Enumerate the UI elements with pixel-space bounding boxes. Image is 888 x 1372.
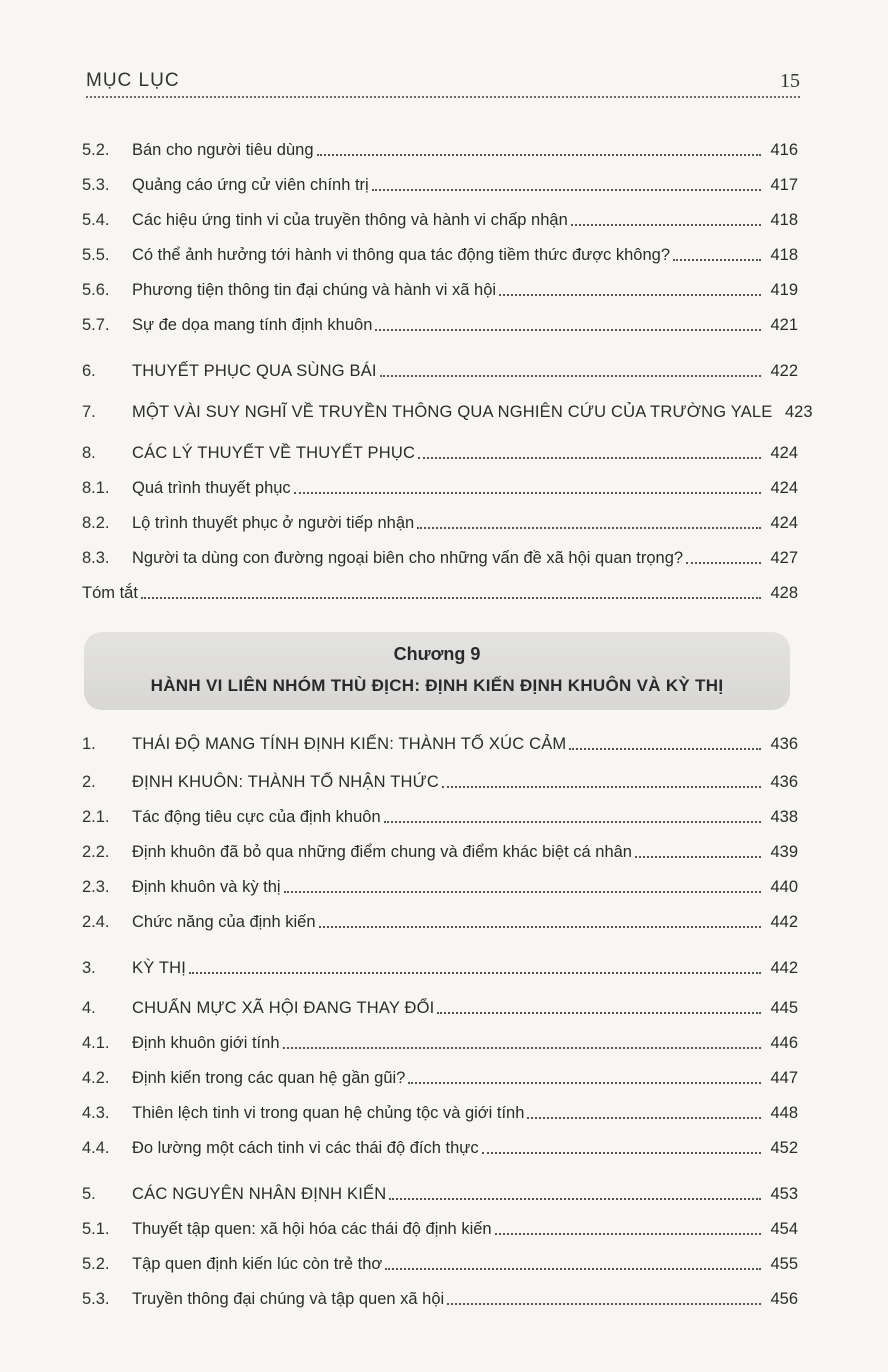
dot-leader <box>499 293 761 296</box>
toc-entry-title: KỲ THỊ <box>132 959 187 977</box>
toc-entry-number: 5. <box>82 1185 96 1203</box>
toc-section <box>82 433 798 463</box>
dot-leader <box>294 491 761 494</box>
toc-entry-title: Quá trình thuyết phục <box>132 479 291 497</box>
toc-entry-page: 424 <box>770 514 798 532</box>
toc-entry-number: 2. <box>82 773 96 791</box>
dot-leader <box>141 596 761 599</box>
toc-entry-number: 5.5. <box>82 246 110 264</box>
toc-entry-page: 418 <box>770 211 798 229</box>
toc-entry-number: 4.2. <box>82 1069 110 1087</box>
dot-leader <box>284 890 761 893</box>
toc-entry-page: 438 <box>770 808 798 826</box>
dot-leader <box>686 561 761 564</box>
toc-entry <box>82 270 798 300</box>
toc-entry-page: 427 <box>770 549 798 567</box>
toc-entry-page: 442 <box>770 913 798 931</box>
dot-leader <box>569 747 761 750</box>
toc-entry-number: 5.7. <box>82 316 110 334</box>
toc-entry-number: 5.3. <box>82 176 110 194</box>
toc-entry-title: Lộ trình thuyết phục ở người tiếp nhận <box>132 514 415 532</box>
toc-entry-page: 436 <box>770 773 798 791</box>
toc-entry-page: 416 <box>770 141 798 159</box>
header-page-number: 15 <box>780 70 800 92</box>
toc-entry <box>82 468 798 498</box>
toc-entry-number: 5.6. <box>82 281 110 299</box>
toc-entry-page: 447 <box>770 1069 798 1087</box>
toc-entry-number: 4.3. <box>82 1104 110 1122</box>
toc-entry-title: Đo lường một cách tinh vi các thái độ đích thực <box>132 1139 479 1157</box>
toc-entry-title: CÁC LÝ THUYẾT VỀ THUYẾT PHỤC <box>132 444 416 462</box>
dot-leader <box>317 153 762 156</box>
running-header <box>86 68 800 98</box>
toc-entry-title: Định khuôn giới tính <box>132 1034 280 1052</box>
chapter-banner <box>84 632 790 710</box>
dot-leader <box>482 1151 761 1154</box>
dot-leader <box>408 1081 761 1084</box>
toc-entry <box>82 832 798 862</box>
toc-section <box>82 988 798 1018</box>
toc-entry-title: Chức năng của định kiến <box>132 913 316 931</box>
toc-entry-page: 439 <box>770 843 798 861</box>
dot-leader <box>447 1302 761 1305</box>
dot-leader <box>442 785 761 788</box>
toc-entry <box>82 1128 798 1158</box>
toc-entry-title: Các hiệu ứng tinh vi của truyền thông và hành vi chấp nhận <box>132 211 568 229</box>
toc-entry-page: 452 <box>770 1139 798 1157</box>
dot-leader <box>437 1011 761 1014</box>
toc-entry <box>82 200 798 230</box>
dot-leader <box>673 258 761 261</box>
toc-entry-number: 1. <box>82 735 96 753</box>
toc-entry <box>82 165 798 195</box>
toc-entry-number: 7. <box>82 403 96 421</box>
toc-entry-number: 5.2. <box>82 1255 110 1273</box>
toc-entry-page: 448 <box>770 1104 798 1122</box>
toc-entry-number: 5.4. <box>82 211 110 229</box>
toc-entry <box>82 503 798 533</box>
dot-leader <box>495 1232 761 1235</box>
toc-entry-title: Định khuôn đã bỏ qua những điểm chung và điểm khác biệt cá nhân <box>132 843 632 861</box>
toc-entry-title: Sự đe dọa mang tính định khuôn <box>132 316 373 334</box>
toc-entry-page: 455 <box>770 1255 798 1273</box>
toc-entry-number: 4.1. <box>82 1034 110 1052</box>
dot-leader <box>319 925 762 928</box>
toc-entry <box>82 1093 798 1123</box>
toc-entry-number: 2.4. <box>82 913 110 931</box>
dot-leader <box>385 1267 761 1270</box>
dot-leader <box>389 1197 761 1200</box>
dot-leader <box>283 1046 762 1049</box>
toc-section <box>82 1174 798 1204</box>
toc-entry-title: THUYẾT PHỤC QUA SÙNG BÁI <box>132 362 377 380</box>
toc-entry <box>82 1244 798 1274</box>
toc-entry-page: 428 <box>770 584 798 602</box>
toc-entry-page: 422 <box>770 362 798 380</box>
toc-entry <box>82 1058 798 1088</box>
toc-entry-number: 8.2. <box>82 514 110 532</box>
dot-leader <box>418 456 761 459</box>
toc-entry-page: 424 <box>770 479 798 497</box>
toc-entry-title: Bán cho người tiêu dùng <box>132 141 314 159</box>
dot-leader <box>527 1116 761 1119</box>
toc-entry-number: 5.1. <box>82 1220 110 1238</box>
toc-entry-title: Tập quen định kiến lúc còn trẻ thơ <box>132 1255 383 1273</box>
toc-entry-number: 4. <box>82 999 96 1017</box>
chapter-label: Chương 9 <box>393 644 481 664</box>
toc-entry-number: 5.3. <box>82 1290 110 1308</box>
toc-section <box>82 948 798 978</box>
dot-leader <box>380 374 761 377</box>
dot-leader <box>417 526 761 529</box>
toc-entry-title: Tác động tiêu cực của định khuôn <box>132 808 381 826</box>
toc-entry-page: 417 <box>770 176 798 194</box>
toc-entry-number: 4.4. <box>82 1139 110 1157</box>
toc-section <box>82 392 813 422</box>
toc-entry-page: 421 <box>770 316 798 334</box>
toc-entry-number: 2.3. <box>82 878 110 896</box>
toc-entry-page: 418 <box>770 246 798 264</box>
toc-entry <box>82 1209 798 1239</box>
toc-entry-title: Có thể ảnh hưởng tới hành vi thông qua tác động tiềm thức được không? <box>132 246 671 264</box>
toc-entry-page: 440 <box>770 878 798 896</box>
toc-entry <box>82 902 798 932</box>
toc-entry <box>82 305 798 335</box>
toc-entry <box>82 1023 798 1053</box>
toc-entry-title: ĐỊNH KHUÔN: THÀNH TỐ NHẬN THỨC <box>132 773 440 791</box>
toc-entry-number: 8.3. <box>82 549 110 567</box>
dot-leader <box>372 188 761 191</box>
toc-entry-title: Thuyết tập quen: xã hội hóa các thái độ định kiến <box>132 1220 492 1238</box>
toc-entry-number: 8. <box>82 444 96 462</box>
toc-entry-number: 2.1. <box>82 808 110 826</box>
toc-entry <box>82 1279 798 1309</box>
dot-leader <box>189 971 761 974</box>
dot-leader <box>384 820 761 823</box>
toc-entry-page: 446 <box>770 1034 798 1052</box>
dot-leader <box>571 223 761 226</box>
dot-leader <box>375 328 761 331</box>
toc-entry-page: 445 <box>770 999 798 1017</box>
toc-entry-page: 442 <box>770 959 798 977</box>
toc-entry <box>82 538 798 568</box>
toc-entry-page: 436 <box>770 735 798 753</box>
toc-entry-title: Định khuôn và kỳ thị <box>132 878 281 896</box>
toc-section <box>82 351 798 381</box>
toc-entry-page: 419 <box>770 281 798 299</box>
toc-entry-title: THÁI ĐỘ MANG TÍNH ĐỊNH KIẾN: THÀNH TỐ XÚC CẢM <box>132 735 567 753</box>
toc-entry-title: MỘT VÀI SUY NGHĨ VỀ TRUYỀN THÔNG QUA NGHIÊN CỨU CỦA TRƯỜNG YALE <box>132 403 773 421</box>
toc-entry-title: Tóm tắt <box>82 584 138 602</box>
toc-entry <box>82 867 798 897</box>
toc-entry <box>82 130 798 160</box>
toc-entry-title: CHUẨN MỰC XÃ HỘI ĐANG THAY ĐỔI <box>132 999 435 1017</box>
toc-entry-number: 3. <box>82 959 96 977</box>
toc-entry <box>82 235 798 265</box>
toc-entry-number: 5.2. <box>82 141 110 159</box>
toc-entry-page: 456 <box>770 1290 798 1308</box>
toc-entry-page: 454 <box>770 1220 798 1238</box>
toc-entry-title: Quảng cáo ứng cử viên chính trị <box>132 176 369 194</box>
header-title: MỤC LỤC <box>86 70 180 91</box>
toc-entry-number: 2.2. <box>82 843 110 861</box>
toc-entry-number: 6. <box>82 362 96 380</box>
dot-leader <box>635 855 761 858</box>
toc-entry-page: 424 <box>770 444 798 462</box>
toc-section <box>82 724 798 754</box>
toc-entry-page: 423 <box>784 403 813 421</box>
toc-section <box>82 762 798 792</box>
toc-entry-title: Phương tiện thông tin đại chúng và hành vi xã hội <box>132 281 497 299</box>
chapter-title: HÀNH VI LIÊN NHÓM THÙ ĐỊCH: ĐỊNH KIẾN ĐỊNH KHUÔN VÀ KỲ THỊ <box>150 676 724 695</box>
toc-entry-title: Thiên lệch tinh vi trong quan hệ chủng tộc và giới tính <box>132 1104 525 1122</box>
toc-entry-number: 8.1. <box>82 479 110 497</box>
toc-entry-page: 453 <box>770 1185 798 1203</box>
toc-entry-title: Người ta dùng con đường ngoại biên cho những vấn đề xã hội quan trọng? <box>132 549 684 567</box>
toc-summary <box>82 573 798 603</box>
toc-entry-title: Truyền thông đại chúng và tập quen xã hội <box>132 1290 445 1308</box>
toc-entry-title: CÁC NGUYÊN NHÂN ĐỊNH KIẾN <box>132 1185 387 1203</box>
toc-entry-title: Định kiến trong các quan hệ gần gũi? <box>132 1069 406 1087</box>
toc-entry <box>82 797 798 827</box>
